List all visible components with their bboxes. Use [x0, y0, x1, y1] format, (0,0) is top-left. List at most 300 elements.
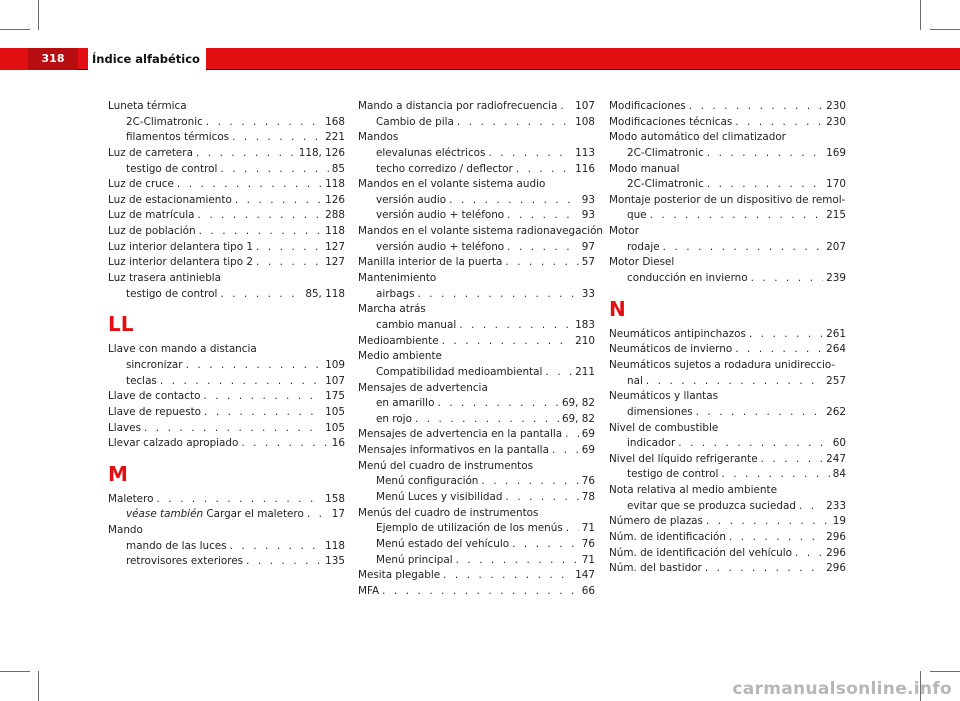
index-entry-page: 168	[325, 115, 345, 128]
dot-leader	[516, 162, 572, 178]
index-section-letter: M	[108, 461, 128, 486]
index-entry	[609, 193, 846, 209]
index-entry-page: 147	[575, 569, 595, 582]
index-entry-term: Mando	[108, 524, 143, 537]
dot-leader	[206, 115, 322, 131]
index-entry-term: Luz de estacionamiento	[108, 193, 232, 206]
index-entry-term: versión audio + teléfono	[376, 209, 505, 222]
index-entry-term: Modificaciones técnicas	[609, 115, 733, 128]
index-entry-page: 183	[575, 318, 595, 331]
dot-leader	[507, 208, 579, 224]
index-entry	[609, 271, 846, 287]
index-entry	[609, 208, 846, 224]
index-entry-page: 71	[581, 553, 595, 566]
index-entry	[609, 483, 846, 499]
index-entry-page: 69	[581, 428, 595, 441]
dot-leader	[707, 177, 823, 193]
index-entry-page: 33	[581, 287, 595, 300]
dot-leader	[144, 421, 322, 437]
index-entry-term: MFA	[358, 584, 380, 597]
dot-leader	[199, 224, 323, 240]
index-entry-page: 262	[826, 405, 846, 418]
index-entry	[358, 240, 595, 256]
index-entry-page: 84	[832, 468, 846, 481]
index-entry	[108, 507, 345, 523]
index-entry	[358, 130, 595, 146]
index-entry-page: 118	[325, 539, 345, 552]
index-entry-page: 105	[325, 421, 345, 434]
index-entry	[358, 302, 595, 318]
index-entry-term: que	[627, 209, 647, 222]
index-entry-see-also: véase también	[126, 508, 204, 521]
crop-mark	[920, 0, 921, 30]
index-entry-term: Mantenimiento	[358, 272, 437, 285]
index-entry-term: Núm. de identificación	[609, 531, 726, 543]
index-entry-page: 17	[331, 508, 345, 521]
index-entry-page: 296	[826, 531, 846, 543]
index-entry-term: testigo de control	[126, 162, 218, 175]
index-entry-term: Ejemplo de utilización de los menús	[376, 522, 563, 535]
index-entry-page: 93	[581, 193, 595, 206]
index-entry-term: Llave con mando a distancia	[108, 343, 257, 356]
dot-leader	[735, 115, 823, 131]
index-entry-term: Manilla interior de la puerta	[358, 256, 503, 269]
index-entry-page: 76	[581, 537, 595, 550]
index-entry	[609, 389, 846, 405]
index-entry-term: Mensajes informativos en la pantalla	[358, 444, 549, 457]
index-entry	[609, 561, 846, 577]
dot-leader	[204, 405, 322, 421]
index-entry-page: 127	[325, 256, 345, 269]
index-entry	[358, 115, 595, 131]
index-entry	[108, 492, 345, 508]
dot-leader	[443, 568, 572, 584]
index-entry	[358, 334, 595, 350]
index-entry	[609, 374, 846, 390]
index-entry-page: 76	[581, 475, 595, 488]
index-entry	[108, 224, 345, 240]
index-entry-page: 221	[325, 131, 345, 144]
dot-leader	[459, 318, 572, 334]
index-entry-term: Núm. de identificación del vehículo	[609, 546, 793, 559]
index-entry-term: Compatibilidad medioambiental	[376, 365, 543, 378]
dot-leader	[232, 130, 322, 146]
index-entry-term: 2C-Climatronic	[627, 178, 704, 191]
index-entry-term: Luz interior delantera tipo 1	[108, 240, 254, 253]
index-entry	[609, 240, 846, 256]
index-entry-term: Neumáticos de invierno	[609, 343, 733, 356]
index-entry-term: Modo automático del climatizador	[609, 131, 786, 144]
index-entry-term: sincronizar	[126, 358, 183, 371]
index-entry-page: 207	[826, 240, 846, 253]
index-entry-page: 239	[826, 272, 846, 285]
index-entry-page: 97	[581, 240, 595, 253]
index-entry-term: Menú del cuadro de instrumentos	[358, 459, 534, 472]
dot-leader	[646, 374, 823, 390]
header-rule	[78, 69, 960, 70]
index-entry-term: Mandos	[358, 131, 399, 144]
dot-leader	[689, 99, 823, 115]
crop-mark	[930, 671, 960, 672]
index-entry	[358, 568, 595, 584]
index-entry-term: conducción en invierno	[627, 272, 748, 285]
index-entry	[108, 240, 345, 256]
index-entry-page: 158	[325, 492, 345, 505]
dot-leader	[751, 271, 824, 287]
index-entry	[108, 389, 345, 405]
index-entry-page: 60	[832, 437, 846, 450]
index-entry-term: dimensiones	[627, 405, 693, 418]
index-entry	[609, 405, 846, 421]
index-entry-term: en amarillo	[376, 397, 435, 410]
index-entry-term: Maletero	[108, 492, 154, 505]
index-entry-term: Motor	[609, 225, 640, 238]
index-entry	[609, 358, 846, 374]
dot-leader	[707, 146, 823, 162]
dot-leader	[512, 537, 579, 553]
dot-leader	[706, 514, 830, 530]
index-entry-page: 211	[575, 365, 595, 378]
dot-leader	[160, 374, 322, 390]
index-entry	[609, 499, 846, 515]
index-entry-term: Llave de contacto	[108, 390, 201, 403]
dot-leader	[456, 553, 579, 569]
index-entry	[108, 271, 345, 287]
index-entry-term: Llave de repuesto	[108, 405, 202, 418]
index-entry-term: Neumáticos antipinchazos	[609, 327, 746, 340]
index-entry-page: 264	[826, 343, 846, 356]
index-entry-term: Medio ambiente	[358, 350, 442, 363]
index-entry-page: 69	[581, 444, 595, 457]
index-entry-term: en rojo	[376, 412, 412, 425]
index-entry	[358, 381, 595, 397]
dot-leader	[442, 334, 573, 350]
index-entry-page: 108	[575, 115, 595, 128]
index-entry	[358, 177, 595, 193]
dot-leader	[729, 530, 823, 546]
index-entry	[358, 521, 595, 537]
index-entry-term: Luz de población	[108, 225, 196, 238]
dot-leader	[230, 539, 323, 555]
dot-leader	[382, 584, 579, 600]
crop-mark	[0, 671, 30, 672]
index-entry-page: 247	[826, 452, 846, 465]
index-entry-page: 230	[826, 99, 846, 112]
index-entry-term: Núm. del bastidor	[609, 562, 702, 575]
index-entry	[108, 421, 345, 437]
index-entry	[609, 255, 846, 271]
index-entry-page: 16	[331, 437, 345, 450]
dot-leader	[560, 99, 572, 115]
index-entry-page: 118	[325, 178, 345, 191]
index-entry	[108, 208, 345, 224]
index-section-letter: N	[609, 296, 626, 321]
index-entry-term: Nivel del líquido refrigerante	[609, 452, 758, 465]
index-entry	[108, 358, 345, 374]
index-entry-term: filamentos térmicos	[126, 131, 230, 144]
index-entry-term: Mensajes de advertencia	[358, 381, 488, 394]
index-entry-term: Mandos en el volante sistema audio	[358, 178, 546, 191]
crop-mark	[930, 29, 960, 30]
index-entry-term: Montaje posterior de un dispositivo de remol-	[609, 193, 846, 206]
index-entry-term: Mesita plegable	[358, 569, 441, 582]
dot-leader	[488, 146, 572, 162]
dot-leader	[799, 499, 823, 515]
index-entry-term: elevalunas eléctricos	[376, 146, 486, 159]
index-entry	[358, 162, 595, 178]
index-entry	[108, 162, 345, 178]
index-entry-term: techo corredizo / deflector	[376, 162, 513, 175]
index-entry-term: Número de plazas	[609, 515, 703, 528]
index-entry	[108, 255, 345, 271]
index-entry-term: 2C-Climatronic	[627, 146, 704, 159]
dot-leader	[650, 208, 824, 224]
dot-leader	[507, 240, 579, 256]
index-entry	[108, 99, 345, 115]
index-entry-term	[126, 507, 304, 523]
index-entry	[358, 584, 595, 600]
index-entry	[609, 452, 846, 468]
index-entry	[358, 474, 595, 490]
index-entry-term: Mando a distancia por radiofrecuencia	[358, 99, 558, 112]
index-entry-term: rodaje	[627, 240, 660, 253]
index-entry	[609, 177, 846, 193]
dot-leader	[186, 358, 323, 374]
index-entry-page: 71	[581, 522, 595, 535]
index-entry-term: testigo de control	[126, 287, 218, 300]
dot-leader	[545, 365, 572, 381]
index-entry-page: 233	[826, 499, 846, 512]
index-entry-term: Luz de cruce	[108, 178, 174, 191]
index-entry	[358, 427, 595, 443]
index-entry	[609, 130, 846, 146]
dot-leader	[678, 436, 830, 452]
dot-leader	[795, 546, 823, 562]
index-entry-term: airbags	[376, 287, 415, 300]
index-entry	[358, 490, 595, 506]
index-entry-term: Nivel de combustible	[609, 421, 719, 434]
dot-leader	[721, 467, 829, 483]
index-entry-page: 66	[581, 584, 595, 597]
index-entry-page: 215	[826, 209, 846, 222]
index-entry	[358, 412, 595, 428]
index-entry-page: 127	[325, 240, 345, 253]
dot-leader	[246, 554, 322, 570]
index-entry	[358, 208, 595, 224]
index-entry-page: 107	[575, 99, 595, 112]
index-entry-term: Menú principal	[376, 553, 453, 566]
index-entry	[609, 530, 846, 546]
index-entry-page: 93	[581, 209, 595, 222]
dot-leader	[749, 327, 823, 343]
dot-leader	[235, 193, 322, 209]
index-entry	[358, 224, 604, 240]
index-entry	[358, 459, 595, 475]
index-entry-page: 261	[826, 327, 846, 340]
index-entry-term: mando de las luces	[126, 539, 227, 552]
index-entry-term: Modificaciones	[609, 99, 686, 112]
index-entry	[358, 193, 595, 209]
index-entry	[609, 115, 846, 131]
index-entry-term: cambio manual	[376, 318, 457, 331]
dot-leader	[505, 255, 578, 271]
crop-mark	[38, 671, 39, 701]
index-entry	[108, 342, 345, 358]
index-entry-term: Luz interior delantera tipo 2	[108, 256, 254, 269]
index-entry	[358, 146, 595, 162]
index-entry-term: Luz trasera antiniebla	[108, 272, 222, 285]
page-title: Índice alfabético	[88, 48, 206, 70]
index-entry	[358, 506, 595, 522]
dot-leader	[241, 436, 328, 452]
index-column-3	[609, 99, 846, 577]
index-entry-page: 210	[575, 334, 595, 347]
dot-leader	[566, 521, 579, 537]
index-entry-page: 118	[325, 225, 345, 238]
index-entry-page: 170	[826, 178, 846, 191]
index-entry	[358, 537, 595, 553]
index-entry-term: Nota relativa al medio ambiente	[609, 484, 777, 497]
index-entry-term: versión audio	[376, 193, 447, 206]
index-entry	[609, 162, 846, 178]
index-entry	[108, 177, 345, 193]
index-entry-page: 118, 126	[298, 146, 345, 159]
index-entry	[108, 523, 345, 539]
index-entry-page: 69, 82	[561, 397, 595, 410]
index-entry-term: Llevar calzado apropiado	[108, 437, 239, 450]
index-entry-term: Mandos en el volante sistema radionavegación	[358, 225, 604, 238]
index-column-2	[358, 99, 604, 600]
index-entry	[108, 287, 345, 303]
dot-leader	[663, 240, 824, 256]
index-entry	[609, 99, 846, 115]
index-entry-term: Luneta térmica	[108, 99, 187, 112]
dot-leader	[457, 115, 572, 131]
dot-leader	[196, 146, 296, 162]
index-entry-see-also-target: Cargar el maletero	[206, 508, 304, 521]
index-entry	[108, 130, 345, 146]
index-entry	[609, 467, 846, 483]
index-entry-page: 135	[325, 555, 345, 568]
dot-leader	[156, 492, 322, 508]
index-entry	[609, 421, 846, 437]
dot-leader	[505, 490, 578, 506]
index-entry-term: nal	[627, 374, 643, 387]
index-entry-term: Medioambiente	[358, 334, 439, 347]
index-entry-page: 175	[325, 390, 345, 403]
dot-leader	[256, 255, 322, 271]
index-entry-page: 126	[325, 193, 345, 206]
index-entry-page: 296	[826, 546, 846, 559]
index-entry-page: 85, 118	[305, 287, 345, 300]
crop-mark	[38, 0, 39, 30]
index-entry	[358, 255, 595, 271]
index-entry-term: testigo de control	[627, 468, 719, 481]
index-entry-page: 257	[826, 374, 846, 387]
index-entry	[609, 546, 846, 562]
index-entry	[609, 436, 846, 452]
watermark: carmanualsonline.info	[732, 679, 952, 699]
dot-leader	[177, 177, 322, 193]
index-entry-page: 85	[331, 162, 345, 175]
index-entry-term: retrovisores exteriores	[126, 555, 244, 568]
index-entry	[108, 374, 345, 390]
index-entry-page: 169	[826, 146, 846, 159]
index-entry-term: Luz de matrícula	[108, 209, 195, 222]
index-entry-term: Neumáticos y llantas	[609, 390, 719, 403]
index-entry-term: teclas	[126, 374, 157, 387]
index-entry	[108, 436, 345, 452]
index-entry	[108, 146, 345, 162]
dot-leader	[481, 474, 578, 490]
dot-leader	[552, 443, 579, 459]
index-entry-page: 116	[575, 162, 595, 175]
index-entry	[108, 193, 345, 209]
dot-leader	[198, 208, 323, 224]
index-entry-term: Mensajes de advertencia en la pantalla	[358, 428, 563, 441]
index-entry	[108, 405, 345, 421]
index-entry-page: 69, 82	[561, 412, 595, 425]
index-column-1	[108, 99, 345, 570]
crop-mark	[0, 29, 30, 30]
index-entry	[609, 224, 846, 240]
index-entry-term: Neumáticos sujetos a rodadura unidireccio-	[609, 358, 836, 371]
index-entry-page: 230	[826, 115, 846, 128]
index-entry-page: 57	[581, 256, 595, 269]
index-entry	[108, 115, 345, 131]
index-entry	[358, 287, 595, 303]
dot-leader	[256, 240, 322, 256]
dot-leader	[220, 162, 328, 178]
index-entry	[609, 514, 846, 530]
index-entry	[358, 349, 595, 365]
index-entry-term: Menú estado del vehículo	[376, 537, 510, 550]
index-entry-term: Menú configuración	[376, 475, 479, 488]
index-entry-term: indicador	[627, 437, 676, 450]
index-entry-page: 113	[575, 146, 595, 159]
index-entry	[358, 443, 595, 459]
index-section-letter: LL	[108, 312, 134, 337]
index-entry	[358, 396, 595, 412]
index-entry-term: versión audio + teléfono	[376, 240, 505, 253]
index-entry-page: 19	[832, 515, 846, 528]
dot-leader	[705, 561, 823, 577]
index-entry-page: 296	[826, 562, 846, 575]
index-entry-term: Menú Luces y visibilidad	[376, 491, 503, 503]
index-entry	[609, 327, 846, 343]
index-entry	[609, 146, 846, 162]
dot-leader	[565, 427, 579, 443]
index-entry	[358, 365, 595, 381]
index-entry	[358, 318, 595, 334]
index-entry-page: 107	[325, 374, 345, 387]
index-entry-term: Menús del cuadro de instrumentos	[358, 506, 539, 519]
index-entry-term: 2C-Climatronic	[126, 115, 203, 128]
index-entry	[108, 539, 345, 555]
dot-leader	[203, 389, 322, 405]
dot-leader	[415, 412, 559, 428]
dot-leader	[418, 287, 579, 303]
index-entry-term: Llaves	[108, 421, 141, 434]
index-entry	[358, 553, 595, 569]
index-entry-term: Luz de carretera	[108, 146, 193, 159]
index-entry	[108, 554, 345, 570]
dot-leader	[307, 507, 329, 523]
dot-leader	[220, 287, 302, 303]
index-entry-term: Modo manual	[609, 162, 680, 175]
index-entry-page: 109	[325, 358, 345, 371]
index-entry	[358, 271, 595, 287]
